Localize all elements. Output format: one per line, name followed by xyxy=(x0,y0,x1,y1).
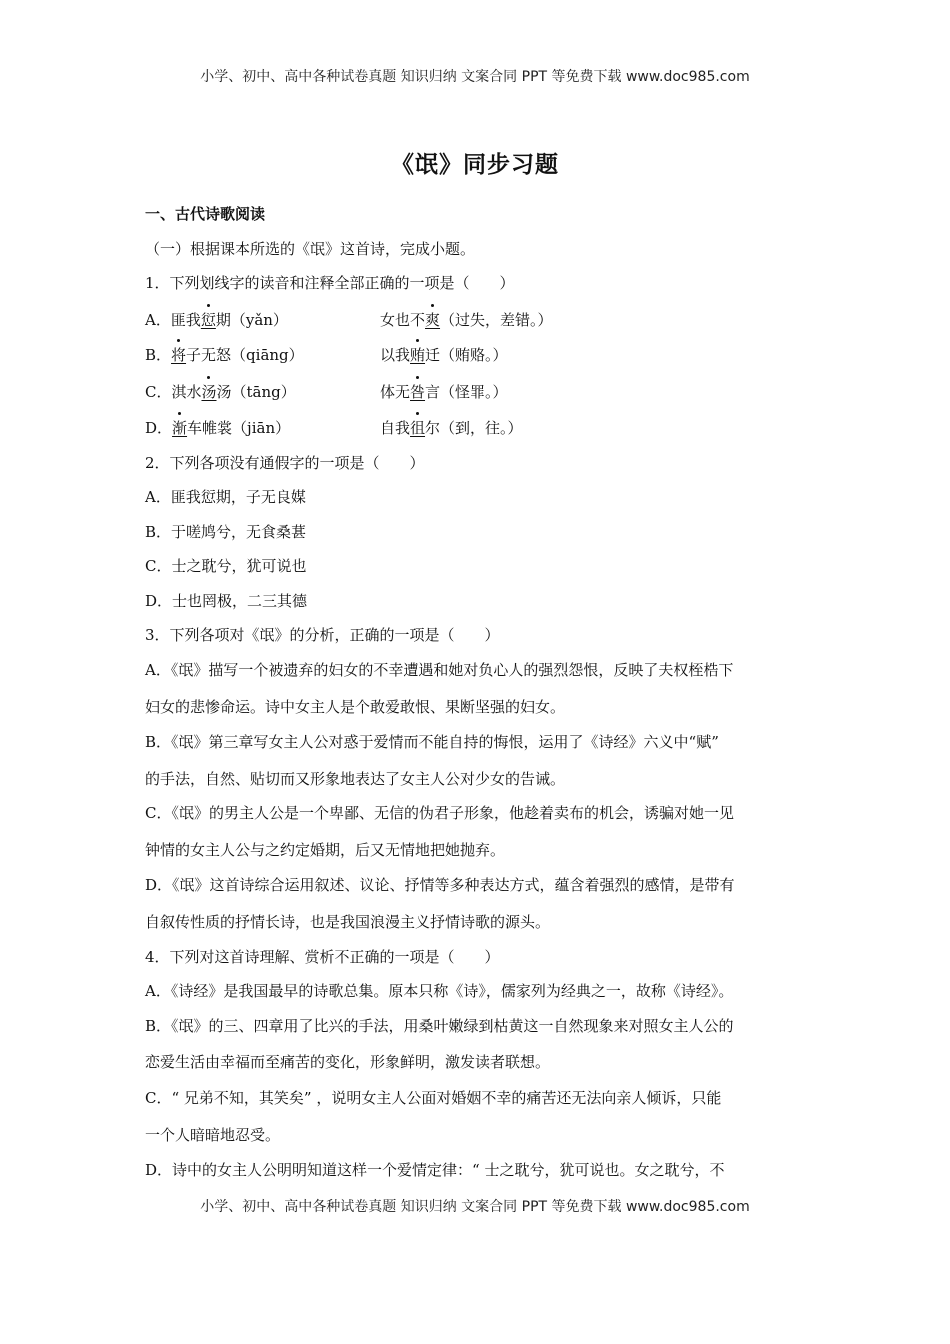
question-3-line: B．《氓》第三章写女主人公对惑于爱情而不能自持的悔恨，运用了《诗经》六义中“赋” xyxy=(145,733,719,751)
section-intro: （一）根据课本所选的《氓》这首诗，完成小题。 xyxy=(145,240,476,258)
underlined-char: 将 xyxy=(171,346,187,364)
question-4-stem: 4．下列对这首诗理解、赏析不正确的一项是（ ） xyxy=(145,948,500,966)
question-2-stem: 2．下列各项没有通假字的一项是（ ） xyxy=(145,454,425,472)
option-text: 汤（tāng） xyxy=(216,383,296,401)
underlined-char: 徂 xyxy=(410,419,426,437)
option-text: 期（yǎn） xyxy=(215,311,288,329)
question-1-option-a xyxy=(145,310,815,330)
question-3-line: 的手法，自然、贴切而又形象地表达了女主人公对少女的告诫。 xyxy=(145,770,566,788)
option-text: 车帷裳（jiān） xyxy=(187,419,291,437)
question-4-line: 恋爱生活由幸福而至痛苦的变化，形象鲜明，激发读者联想。 xyxy=(145,1053,551,1071)
question-3-stem: 3．下列各项对《氓》的分析，正确的一项是（ ） xyxy=(145,626,500,644)
question-1-option-c xyxy=(145,382,815,402)
option-text: 尔（到，往。） xyxy=(425,419,523,437)
question-4-line: B．《氓》的三、四章用了比兴的手法，用桑叶嫩绿到枯黄这一自然现象来对照女主人公的 xyxy=(145,1017,734,1035)
option-text: A．匪我 xyxy=(145,311,201,329)
question-1-option-d xyxy=(145,418,815,438)
question-2-option-d: D．士也罔极，二三其德 xyxy=(145,592,308,610)
option-second-part xyxy=(380,310,553,330)
section-heading: 一、古代诗歌阅读 xyxy=(145,205,266,223)
question-2-option-a: A．匪我愆期，子无良媒 xyxy=(145,488,306,506)
option-second-part xyxy=(380,382,508,402)
question-1-stem: 1．下列划线字的读音和注释全部正确的一项是（ ） xyxy=(145,274,515,292)
question-3-line: 妇女的悲惨命运。诗中女主人是个敢爱敢恨、果断坚强的妇女。 xyxy=(145,698,566,716)
underlined-char: 渐 xyxy=(172,419,188,437)
underlined-char: 贿 xyxy=(410,346,426,364)
question-3-line: 自叙传性质的抒情长诗，也是我国浪漫主义抒情诗歌的源头。 xyxy=(145,913,551,931)
underlined-char: 咎 xyxy=(410,383,426,401)
option-text: B． xyxy=(145,346,172,364)
option-second-part xyxy=(380,345,508,365)
underlined-char: 愆 xyxy=(200,311,216,329)
option-text: 迁（贿赂。） xyxy=(425,346,508,364)
page-header: 小学、初中、高中各种试卷真题 知识归纳 文案合同 PPT 等免费下载 www.doc985.com xyxy=(200,69,750,85)
option-text: 体无 xyxy=(380,383,411,401)
option-second-part xyxy=(380,418,523,438)
underlined-char: 爽 xyxy=(425,311,441,329)
option-text: C．淇水 xyxy=(145,383,202,401)
question-4-line: A．《诗经》是我国最早的诗歌总集。原本只称《诗》，儒家列为经典之一，故称《诗经》。 xyxy=(145,982,734,1000)
question-1-option-b xyxy=(145,345,815,365)
question-4-line: C．“ 兄弟不知，其笑矣” ，说明女主人公面对婚姻不幸的痛苦还无法向亲人倾诉，只能 xyxy=(145,1089,722,1107)
question-3-line: D．《氓》这首诗综合运用叙述、议论、抒情等多种表达方式，蕴含着强烈的感情，是带有 xyxy=(145,876,735,894)
question-4-line: 一个人暗暗地忍受。 xyxy=(145,1126,281,1144)
question-4-line: D．诗中的女主人公明明知道这样一个爱情定律：“ 士之耽兮，犹可说也。女之耽兮，不 xyxy=(145,1161,725,1179)
option-text: 女也不 xyxy=(380,311,426,329)
question-2-option-c: C．士之耽兮，犹可说也 xyxy=(145,557,307,575)
option-text: 以我 xyxy=(380,346,411,364)
page-footer: 小学、初中、高中各种试卷真题 知识归纳 文案合同 PPT 等免费下载 www.doc985.com xyxy=(200,1199,750,1215)
question-3-line: 钟情的女主人公与之约定婚期，后又无情地把她抛弃。 xyxy=(145,841,506,859)
underlined-char: 汤 xyxy=(201,383,217,401)
page-title: 《氓》同步习题 xyxy=(391,151,559,178)
option-text: 子无怒（qiāng） xyxy=(186,346,304,364)
question-3-line: A．《氓》描写一个被遗弃的妇女的不幸遭遇和她对负心人的强烈怨恨，反映了夫权桎梏下 xyxy=(145,661,734,679)
option-text: D． xyxy=(145,419,173,437)
question-3-line: C．《氓》的男主人公是一个卑鄙、无信的伪君子形象，他趁着卖布的机会，诱骗对她一见 xyxy=(145,804,734,822)
option-text: 言（怪罪。） xyxy=(425,383,508,401)
option-text: 自我 xyxy=(380,419,411,437)
question-2-option-b: B．于嗟鸠兮，无食桑葚 xyxy=(145,523,307,541)
option-text: （过失，差错。） xyxy=(440,311,553,329)
